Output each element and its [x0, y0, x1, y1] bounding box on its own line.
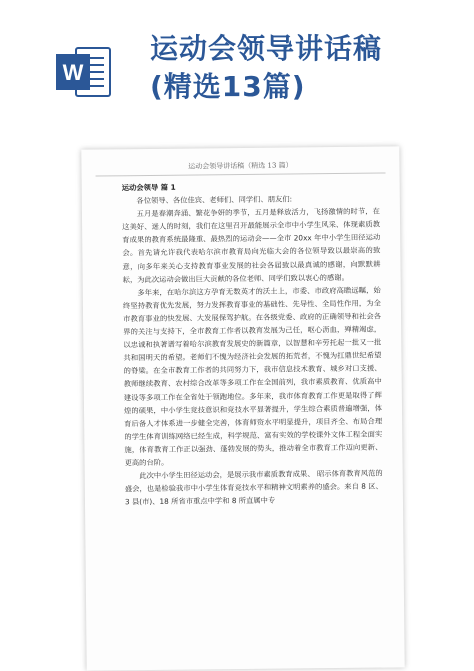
title-line-1: 运动会领导讲话稿	[150, 32, 383, 65]
document-header: 运动会领导讲话稿（精选 13 篇）	[188, 161, 293, 171]
paragraph-3: 此次中小学生田径运动会，是展示我市素质教育成果、 昭示体育教育风范的盛会，也是检验我市中小学生体育竞技水平和精神文明素养的盛会。来自 8 区、3 县(市)、18 所省市重点中学和 8 所直属中专	[124, 468, 383, 507]
page-title	[150, 30, 470, 106]
document-body	[122, 179, 383, 509]
title-line-2: (精选13篇)	[150, 70, 306, 103]
section-heading: 运动会领导 篇 1	[121, 182, 176, 193]
banner	[0, 0, 474, 128]
header-divider	[96, 172, 386, 176]
word-document-icon	[54, 42, 114, 102]
svg-text:W: W	[62, 60, 84, 85]
salutation: 各位领导、各位佳宾、老师们、同学们、朋友们:	[136, 194, 293, 206]
document-page	[81, 146, 404, 670]
paragraph-2: 多年来，在哈尔滨这方孕育无数英才的沃土上，市委、市政府高瞻远瞩，始终坚持教育优先发展，努力发挥教育事业的基础性、先导性、全局性作用，为全市教育事业的快发展、大发展保驾护航。在各级党委、政府的正确领导和社会各界的关注与支持下，全市教育工作者以教育发展为己任，呕心沥血，殚精竭虑，以忠诚和执著谱写着哈尔滨教育发展史的新篇章，以智慧和辛劳托起一批又一批共和国明天的希望。老师们不愧为经济社会发展的拓荒者，不愧为扛鼎世纪希望的脊梁。在全市教育工作者的共同努力下，我市信息技术教育、城乡对口支援、教师继续教育、农村综合改革等多项工作在全国前列，我市素质教育、优质高中建设等多项工作在全省处于领跑地位。多年来，我市体育教育工作更是取得了辉煌的硕果，中小学生竞技意识和竞技水平显著提升，学生综合素质普遍增强，体育后备人才体系进一步健全完善，体育师资水平明显提升，项目齐全、布局合理的学生体育训练网络已经生成，科学规范、富有实效的学校课外文体工程全面实施，体育教育工作正以强劲、蓬勃发展的势头，推动着全市教育工作迈向更新、更高的台阶。	[122, 285, 383, 468]
paragraph-1: 五月是春潮奔涌、繁花争妍的季节，五月是释放活力，飞扬激情的时节，在这美好、迷人的时刻，我们在这里召开最能展示全市中小学生风采、体现素质教育成果的教育系统最隆重、最热烈的运动会——全市 20xx 年中小学生田径运动会。首先请允许我代表哈尔滨市教育局向光临大会的各位领导致以最崇高的致意，向多年来关心支持教育事业发展的社会各届致以最真诚的感谢，向默默耕耘，为此次运动会做出巨大贡献的各位老师、同学们致以衷心的感谢。	[122, 206, 381, 284]
